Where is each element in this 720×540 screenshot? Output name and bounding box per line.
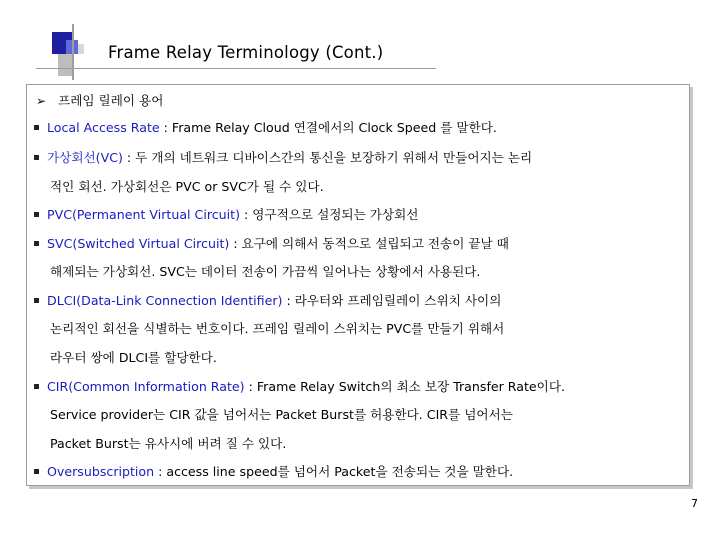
list-item xyxy=(34,293,501,309)
list-item xyxy=(34,379,565,395)
arrow-bullet-icon: ➢ xyxy=(36,94,47,108)
page-number: 7 xyxy=(691,497,698,510)
slide-title: Frame Relay Terminology (Cont.) xyxy=(108,43,384,62)
description: : 라우터와 프레임릴레이 스위치 사이의 xyxy=(282,293,502,308)
square-bullet-icon xyxy=(34,155,39,160)
description: : 영구적으로 설정되는 가상회선 xyxy=(240,207,419,222)
description: : access line speed를 넘어서 Packet을 전송되는 것을 말한다. xyxy=(154,464,514,479)
square-bullet-icon xyxy=(34,384,39,389)
list-item xyxy=(34,120,497,136)
term: 가상회선(VC) xyxy=(47,150,123,165)
term: Oversubscription xyxy=(47,464,155,479)
description: : 요구에 의해서 동적으로 설립되고 전송이 끝날 때 xyxy=(229,236,509,251)
description: : Frame Relay Cloud 연결에서의 Clock Speed 를 말한다. xyxy=(159,120,497,135)
square-bullet-icon xyxy=(34,298,39,303)
list-item-continuation: 해제되는 가상회선. SVC는 데이터 전송이 가끔씩 일어나는 상황에서 사용된다. xyxy=(50,264,481,279)
square-bullet-icon xyxy=(34,212,39,217)
term: CIR(Common Information Rate) xyxy=(47,379,245,394)
list-item xyxy=(34,150,532,166)
term: DLCI(Data-Link Connection Identifier) xyxy=(47,293,283,308)
list-item xyxy=(34,207,418,223)
content-panel xyxy=(26,84,690,486)
list-item-continuation: Service provider는 CIR 값을 넘어서는 Packet Burst를 허용한다. CIR를 넘어서는 xyxy=(50,407,513,422)
square-bullet-icon xyxy=(34,241,39,246)
square-bullet-icon xyxy=(34,469,39,474)
list-item-continuation: Packet Burst는 유사시에 버려 질 수 있다. xyxy=(50,436,287,451)
square-bullet-icon xyxy=(34,125,39,130)
title-decoration-line xyxy=(72,24,74,80)
description: : Frame Relay Switch의 최소 보장 Transfer Rate이다. xyxy=(244,379,566,394)
list-item xyxy=(34,236,509,252)
description: : 두 개의 네트워크 디바이스간의 통신을 보장하기 위해서 만들어지는 논리 xyxy=(122,150,533,165)
title-underline xyxy=(36,68,436,69)
list-item-continuation: 논리적인 회선을 식별하는 번호이다. 프레임 릴레이 스위치는 PVC를 만들기 위해서 xyxy=(50,321,505,336)
term: SVC(Switched Virtual Circuit) xyxy=(47,236,230,251)
term: Local Access Rate xyxy=(47,120,160,135)
list-item xyxy=(34,464,513,480)
heading-text: 프레임 릴레이 용어 xyxy=(58,93,164,108)
list-item-continuation: 라우터 쌍에 DLCI를 할당한다. xyxy=(50,350,217,365)
list-item-continuation: 적인 회선. 가상회선은 PVC or SVC가 될 수 있다. xyxy=(50,179,324,194)
term: PVC(Permanent Virtual Circuit) xyxy=(47,207,241,222)
heading-line xyxy=(36,93,163,109)
